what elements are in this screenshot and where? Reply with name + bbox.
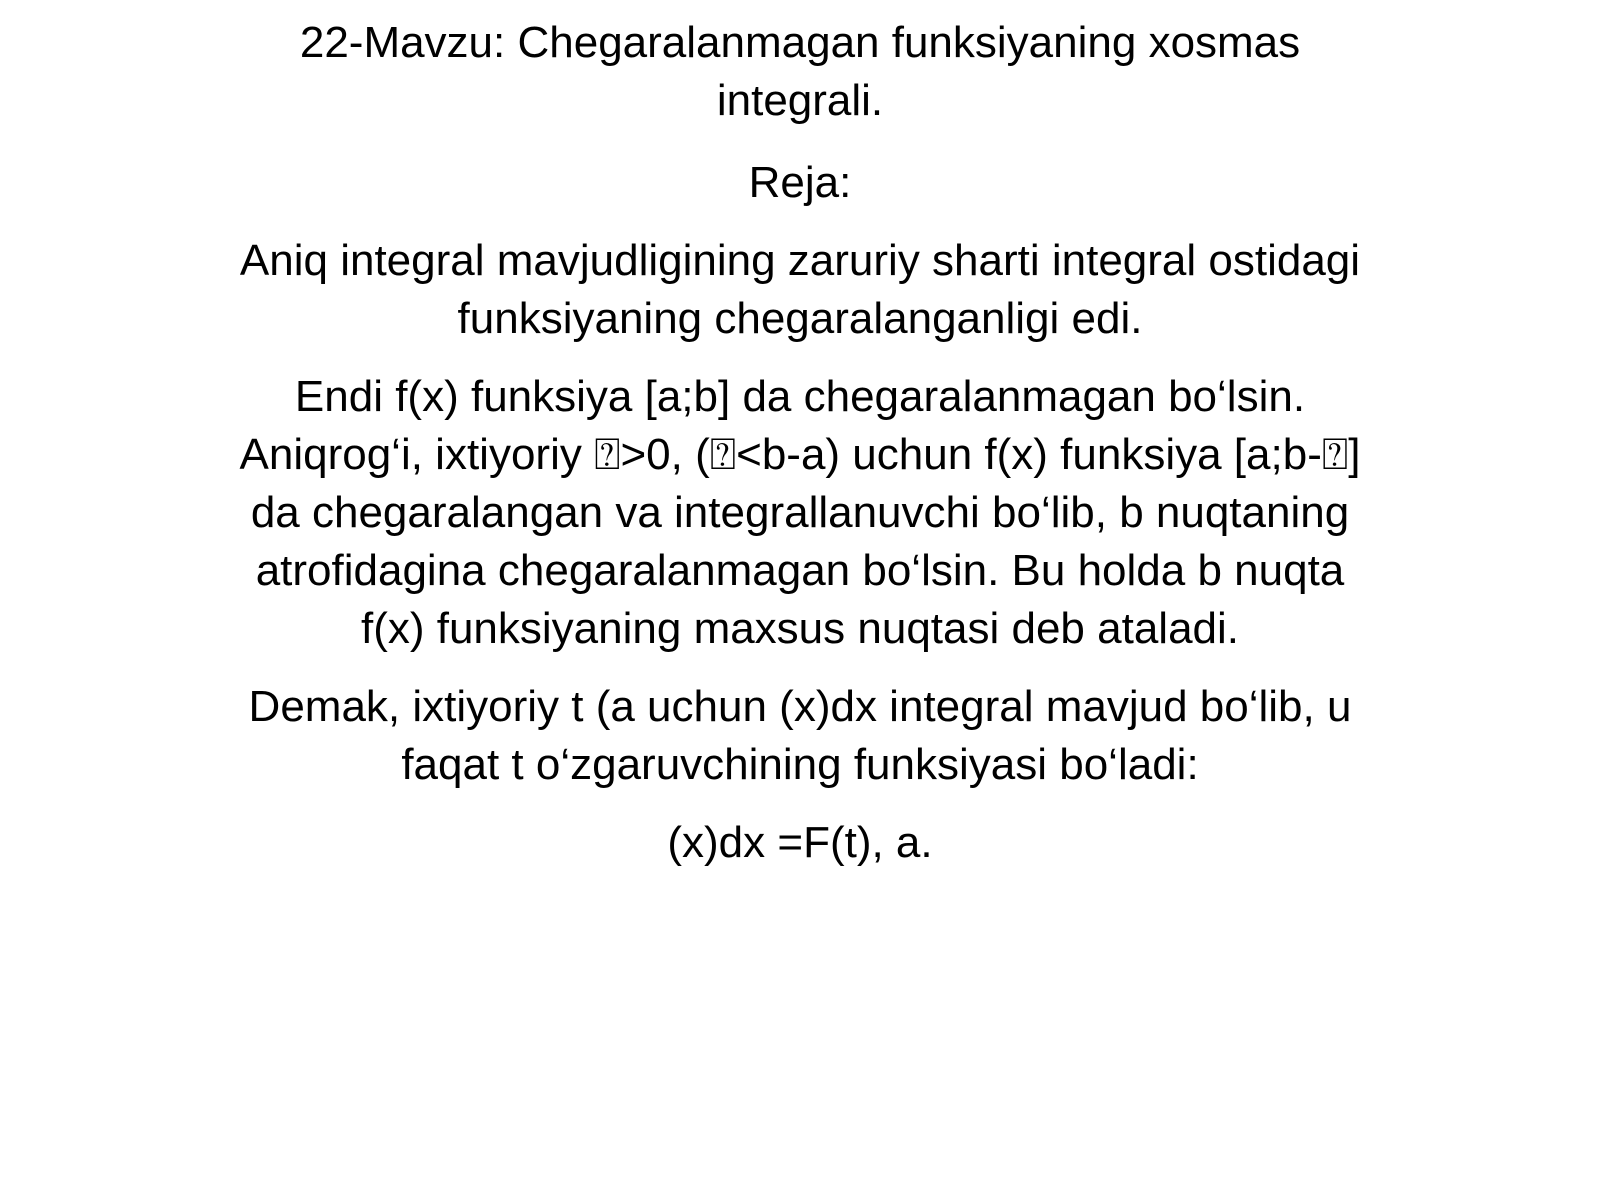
plan-label: Reja: xyxy=(748,158,852,207)
slide-content xyxy=(235,14,1365,892)
paragraph-necessary-condition: Aniq integral mavjudligining zaruriy sharti integral ostidagi funksiyaning chegaralanganligi edi. xyxy=(239,236,1361,343)
paragraph-unbounded-function: Endi f(x) funksiya [a;b] da chegaralanmagan bo‘lsin. Aniqrog‘i, ixtiyoriy ⍰>0, (⍰<b-a) uchun f(x) funksiya [a;b-⍰] da chegaralangan va integrallanuvchi bo‘lib, b nuqtaning atrofidagina chegaralanmagan bo‘lsin. Bu holda b nuqta f(x) funksiyaning maxsus nuqtasi deb ataladi. xyxy=(239,372,1361,653)
formula-line: (x)dx =F(t), a. xyxy=(667,818,933,867)
paragraph-integral-exists: Demak, ixtiyoriy t (a uchun (x)dx integral mavjud bo‘lib, u faqat t o‘zgaruvchining funksiyasi bo‘ladi: xyxy=(248,682,1352,789)
slide-title: 22-Mavzu: Chegaralanmagan funksiyaning xosmas integrali. xyxy=(299,18,1301,125)
